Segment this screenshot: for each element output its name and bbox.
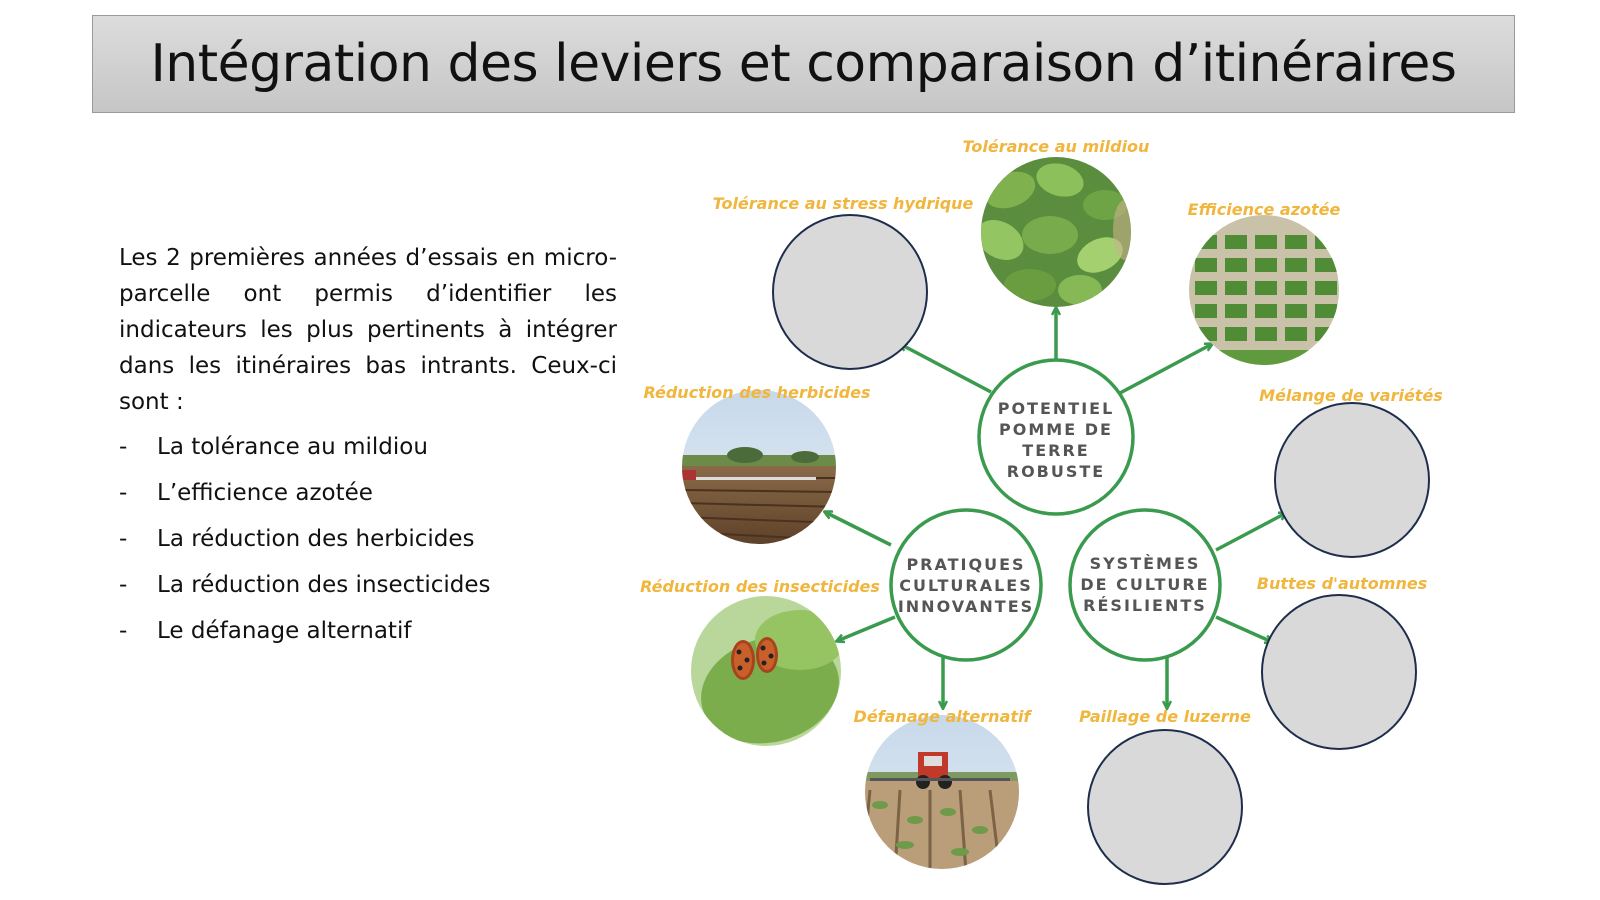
hub-systemes-line: SYSTÈMES — [1089, 554, 1201, 573]
potato-leaves-photo — [969, 156, 1137, 308]
hub-potentiel-line: TERRE — [1022, 441, 1090, 460]
lever-label-melange: Mélange de variétés — [1259, 386, 1443, 405]
arrow-to-insecticides — [837, 617, 895, 641]
arrow-to-stress — [900, 344, 991, 392]
hub-pratiques-line: PRATIQUES — [906, 555, 1026, 574]
list-item: - La réduction des herbicides — [119, 526, 475, 552]
hub-pratiques — [891, 510, 1041, 660]
list-item: - L’efficience azotée — [119, 480, 373, 506]
hub-systemes-line: RÉSILIENTS — [1083, 596, 1207, 615]
list-item: - La tolérance au mildiou — [119, 434, 428, 460]
hub-potentiel-line: POMME DE — [999, 420, 1113, 439]
arrow-to-melange — [1216, 513, 1286, 550]
placeholder-stress — [773, 215, 927, 369]
hub-potentiel-line: POTENTIEL — [997, 399, 1115, 418]
hub-systemes — [1070, 510, 1220, 660]
hub-potentiel-line: ROBUSTE — [1006, 462, 1106, 481]
lever-label-azote: Efficience azotée — [1187, 200, 1341, 219]
lever-label-mildiou: Tolérance au mildiou — [962, 137, 1150, 156]
hub-pratiques-line: CULTURALES — [899, 576, 1033, 595]
hub-potentiel — [979, 360, 1133, 514]
lever-label-stress: Tolérance au stress hydrique — [712, 194, 974, 213]
tractor-photo — [862, 712, 1022, 876]
page-title: Intégration des leviers et comparaison d’itinéraires — [150, 34, 1457, 94]
list-item: - La réduction des insecticides — [119, 572, 491, 598]
colorado-beetle-photo — [689, 596, 851, 758]
lever-label-buttes: Buttes d'automnes — [1256, 574, 1428, 593]
lever-label-defanage: Défanage alternatif — [853, 707, 1031, 726]
beetle — [756, 637, 778, 673]
arrow-to-herbicides — [825, 512, 891, 545]
hub-systemes-line: DE CULTURE — [1080, 575, 1210, 594]
lever-label-herbicides: Réduction des herbicides — [643, 383, 871, 402]
hub-pratiques-line: INNOVANTES — [897, 597, 1035, 616]
lever-label-paillage: Paillage de luzerne — [1079, 707, 1251, 726]
placeholder-melange — [1275, 403, 1429, 557]
arrow-to-azote — [1120, 344, 1212, 393]
list-item: - Le défanage alternatif — [119, 618, 412, 644]
lever-label-insecticides: Réduction des insecticides — [640, 577, 880, 596]
arrow-to-buttes — [1216, 617, 1272, 642]
placeholder-paillage — [1088, 730, 1242, 884]
intro-paragraph: Les 2 premières années d’essais en micro-parcelle ont permis d’identifier les indicateurs les plus pertinents à intégrer dans les itinéraires bas intrants. Ceux-ci sont : — [119, 245, 617, 415]
plowed-field-photo — [680, 388, 840, 550]
placeholder-buttes — [1262, 595, 1416, 749]
beetle — [731, 640, 755, 680]
